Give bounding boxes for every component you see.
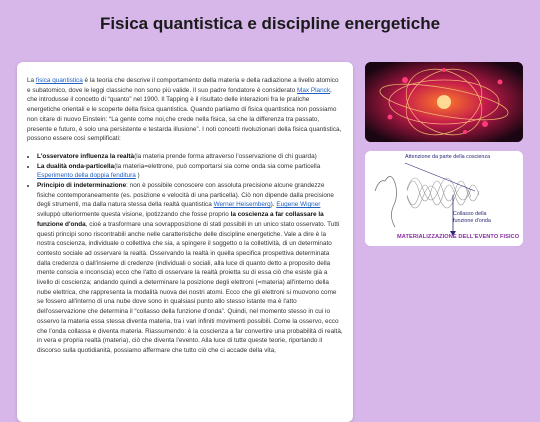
intro-paragraph: La fisica quantistica è la teoria che descrive il comportamento della materia e della radiazione a livello atomico e subatomico, dove le leggi classiche non sono più valide. Il suo padre fondatore è considerato Max Planck, che introdusse il concetto di “quanto” nel 1900. Il Tapping è il risultato delle interazioni fra le pratiche energetiche orientali e le scoperte della fisica quantistica. Quando parliamo di fisica quantistica non possiamo non citare di nuovo Einstein: “La gente come noi,che crede nella fisica, sa che la differenza tra passato, presente e futuro, è solo una persistente e testarda illusione”. I noti concetti rivoluzionari della fisica quantistica, possono essere così semplificati: — [27, 77, 342, 143]
caption-bottom: MATERIALIZZAZIONE DELL'EVENTO FISICO — [397, 234, 520, 240]
caption-top: Attenzione da parte della coscienza — [405, 154, 491, 160]
link-heisemberg[interactable]: Werner Heisemberg — [213, 201, 271, 209]
concept-list — [27, 152, 343, 356]
link-fisica-quantistica[interactable]: fisica quantistica — [35, 77, 83, 84]
link-wigner[interactable]: Eugene Wigner — [276, 201, 321, 209]
energy-swirl-graphic — [365, 62, 523, 142]
wave-function-graphic — [365, 151, 523, 246]
caption-mid: Collasso della funzione d'onda — [453, 211, 491, 224]
page-title: Fisica quantistica e discipline energetiche — [99, 14, 441, 33]
abstract-energy-image — [365, 62, 523, 142]
list-item: • L'osservatore influenza la realtà(la materia prende forma attraverso l'osservazione di chi guarda) — [37, 152, 343, 162]
wave-collapse-diagram — [365, 151, 523, 246]
article-body — [17, 62, 353, 422]
link-doppia-fenditura[interactable]: Esperimento della doppia fenditura — [37, 172, 136, 180]
link-max-planck[interactable]: Max Planck — [297, 86, 331, 94]
list-item: • Principio di indeterminazione: non è possibile conoscere con assoluta precisione alcune grandezze fisiche contemporaneamente (es. posizione e velocità di una particella). Ciò non dipende dalla precisione degli strumenti, ma dalla natura stessa della realtà quantistica Werner Heisemberg). Eugene Wigner sviluppò ulteriormente questa visione, ipotizzando che fosse proprio la coscienza a far collassare la funzione d'onda, cioè a trasformare una sovrapposizione di stati possibili in un unico stato osservato. Tutti questi principi sono riscontrabili anche nelle caratteristiche delle discipline energetiche. Vale a dire è la nostra coscienza, individuale o collettiva che sia, a spingere il soggetto o la collettività, di un determinato contesto sociale ad osservare la realtà. Osservando la realtà in quella specifica prospettiva determinata dalla credenza o dall'insieme di credenze (individuali o sociali, alla luce di quanto detto a proposito della mente conscia e inconscia) ecco che l'atto di osservare la realtà proietta su di essa ciò che esiste già a livello di coscienza; andando quindi a determinare la posizione degli elettroni (=materia) all'interno della nube elettrica, che rappresenta la modalità nuova dei nostri atomi. Ecco che gli elettroni si muovono come se fossero all'interno di una nube dove sono in qualsiasi punto allo stesso istante ma è l'atto dell'osservazione che determina il “collasso della funzione d'onda”. Quindi, nel momento stesso in cui io osservo la materia essa stessa diventa materia, tra i vari infiniti movimenti possibili. Come la osservo, ecco che l'onda collassa e diventa materia. Riassumendo: è la coscienza a far convertire una probabilità di realtà, in vera e propria realtà (materia), ciò che diventa l'evento. Alla luce di tutte queste teorie, riportando il discorso sulla quotidianità, possiamo affermare che tutto ciò che ci accade della vita, — [37, 181, 343, 356]
list-item: • La dualità onda-particella(la materia=elettrone, può comportarsi sia come onda sia come particella Esperimento della doppia fenditura ) — [37, 162, 343, 181]
